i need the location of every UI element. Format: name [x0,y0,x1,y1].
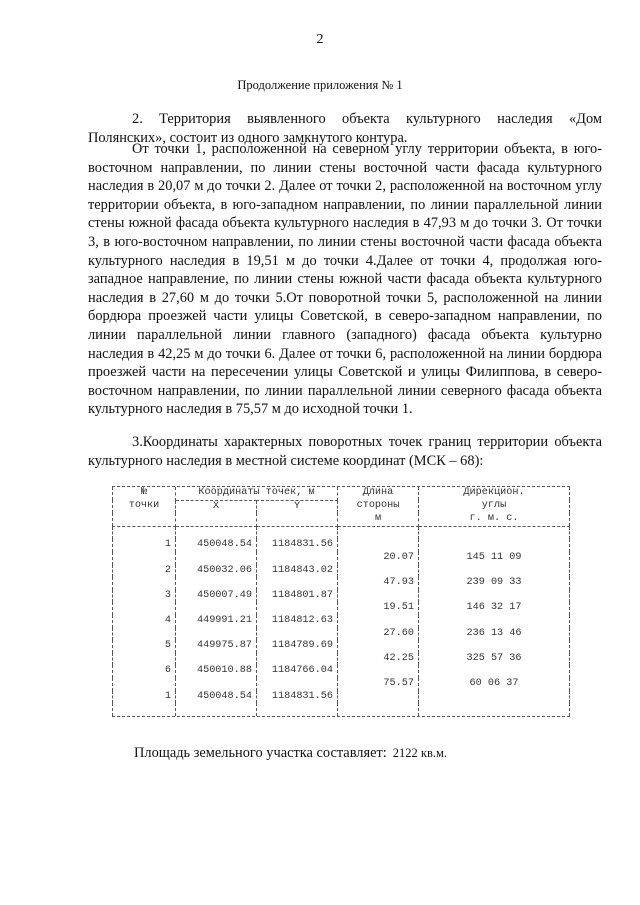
area-label: Площадь земельного участка составляет: [134,745,387,761]
table-row-point: 2 450032.06 1184843.02 [113,565,570,578]
area-statement [134,745,447,762]
point-no-header-line2: точки [113,500,176,513]
table-row-point: 5 449975.87 1184789.69 [113,640,570,653]
table-row-point: 1 450048.54 1184831.56 [113,691,570,704]
length-header-line2: стороны [338,500,419,513]
direction-unit: г. м. с. [419,513,570,526]
table-row-side: 19.51 146 32 17 [113,602,570,615]
table-row-point: 3 450007.49 1184801.87 [113,590,570,603]
length-unit: м [338,513,419,526]
table-row-side: 27.60 236 13 46 [113,628,570,641]
table-row-point: 4 449991.21 1184812.63 [113,615,570,628]
table-row-side: 47.93 239 09 33 [113,577,570,590]
table-row-side: 75.57 60 06 37 [113,678,570,691]
coords-header: Координаты точек, м [176,487,338,500]
appendix-continuation: Продолжение приложения № 1 [237,78,403,92]
page-number: 2 [316,32,324,47]
coordinate-grid [112,487,570,716]
section2-description: От точки 1, расположенной на северном углу территории объекта, в юго-восточном направлении, по линии стены восточной части фасада культурного наследия в 20,07 м до точки 2. Далее от точки 2, расположенной на восточном углу территории объекта, в юго-западном направлении, по линии параллельной линии стены южной фасада объекта культурного наследия в 47,93 м до точки 3. От точки 3, в юго-восточном направлении, по линии стены восточной части фасада объекта культурного наследия в 19,51 м до точки 4.Далее от точки 4, продолжая юго-западное направление, по линии стены южной части фасада объекта культурного наследия в 27,60 м до точки 5.От поворотной точки 5, расположенной на линии бордюра проезжей части улицы Советской, в северо-западном направлении, по линии параллельной линии главного (западного) фасада объекта культурно наследия в 42,25 м до точки 6. Далее от точки 6, расположенной на линии бордюра проезжей части на пересечении улицы Советской и улицы Филиппова, в северо-восточном направлении, по линии параллельной линии северного фасада объекта культурного наследия в 75,57 м до исходной точки 1. [88,141,602,418]
area-value: 2122 кв.м. [392,746,448,760]
section3-heading: 3.Координаты характерных поворотных точек границ территории объекта культурного наследия в местной системе координат (МСК – 68): [88,434,602,469]
section2-intro: 2. Территория выявленного объекта культурного наследия «Дом Полянских», состоит из одного замкнутого контура. [88,111,602,146]
table-row-side: 42.25 325 57 36 [113,653,570,666]
table-row-side: 20.07 145 11 09 [113,552,570,565]
x-header: X [176,500,257,513]
table-row-point: 1 450048.54 1184831.56 [113,539,570,552]
length-header: Длина [338,487,419,500]
direction-header: Дирекцион. [463,487,525,499]
coordinate-table [112,486,570,717]
y-header: Y [257,500,338,513]
point-no-header: № [113,487,176,500]
table-row-point: 6 450010.88 1184766.04 [113,665,570,678]
direction-header-line2: углы [481,500,507,512]
table-bottom-rule [112,716,570,717]
